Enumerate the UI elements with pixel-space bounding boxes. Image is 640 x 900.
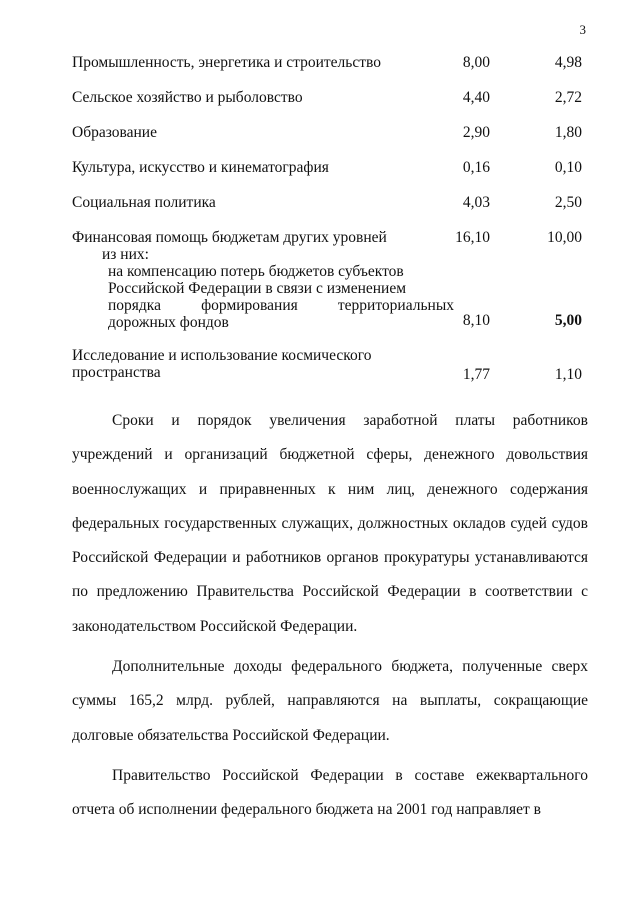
row-value-1: 4,40 — [462, 89, 490, 106]
table-row — [72, 89, 588, 124]
row-label: Финансовая помощь бюджетам других уровней — [72, 229, 387, 246]
row-label: Социальная политика — [72, 194, 216, 211]
row-sub-label — [72, 263, 454, 331]
row-label: Образование — [72, 124, 157, 141]
row-value-2: 0,10 — [554, 159, 582, 176]
row-value-1: 16,10 — [455, 229, 490, 246]
page-number: 3 — [579, 22, 586, 37]
row-value-2: 4,98 — [554, 54, 582, 71]
table-row — [72, 54, 588, 89]
sub-line: Российской Федерации в связи с изменением — [108, 280, 407, 297]
row-value-1: 1,77 — [462, 366, 490, 383]
table-row-space — [72, 347, 588, 387]
sub-value-1: 8,10 — [462, 312, 490, 329]
row-label: Промышленность, энергетика и строительство — [72, 54, 381, 71]
expenditure-table — [72, 54, 588, 387]
row-value-2: 1,80 — [554, 124, 582, 141]
body-text — [72, 404, 588, 828]
sub-line: дорожных фондов — [108, 314, 229, 331]
row-label-line2: пространства — [72, 364, 161, 381]
row-value-2: 1,10 — [554, 366, 582, 383]
row-label: Сельское хозяйство и рыболовство — [72, 89, 303, 106]
sub-line: на компенсацию потерь бюджетов субъектов — [108, 263, 404, 280]
table-row — [72, 159, 588, 194]
row-value-2: 2,50 — [554, 194, 582, 211]
paragraph-government-report: Правительство Российской Федерации в составе ежеквартального отчета об исполнении федерального бюджета на 2001 год направляет в — [72, 766, 588, 819]
table-row-finance — [72, 229, 588, 347]
sub-value-2: 5,00 — [554, 312, 582, 329]
table-row — [72, 124, 588, 159]
paragraph-additional-income: Дополнительные доходы федерального бюджета, полученные сверх суммы 165,2 млрд. рублей, направляются на выплаты, сокращающие долговые обязательства Российской Федерации. — [72, 658, 588, 744]
paragraph-salary: Сроки и порядок увеличения заработной платы работников учреждений и организаций бюджетной сферы, денежного довольствия военнослужащих и приравненных к ним лиц, денежного содержания федеральных государственных служащих, должностных окладов судей судов Российской Федерации и работников органов прокуратуры устанавливаются по предложению Правительства Российской Федерации в соответствии с законодательством Российской Федерации. — [72, 412, 588, 635]
row-value-2: 2,72 — [554, 89, 582, 106]
row-value-1: 4,03 — [462, 194, 490, 211]
sub-line: порядка формирования территориальных — [108, 297, 454, 314]
table-row — [72, 194, 588, 229]
row-label-line1: Исследование и использование космического — [72, 347, 372, 364]
row-value-1: 0,16 — [462, 159, 490, 176]
row-value-2: 10,00 — [547, 229, 582, 246]
row-label: Культура, искусство и кинематография — [72, 159, 329, 176]
row-value-1: 8,00 — [462, 54, 490, 71]
row-value-1: 2,90 — [462, 124, 490, 141]
row-note: из них: — [102, 246, 149, 263]
